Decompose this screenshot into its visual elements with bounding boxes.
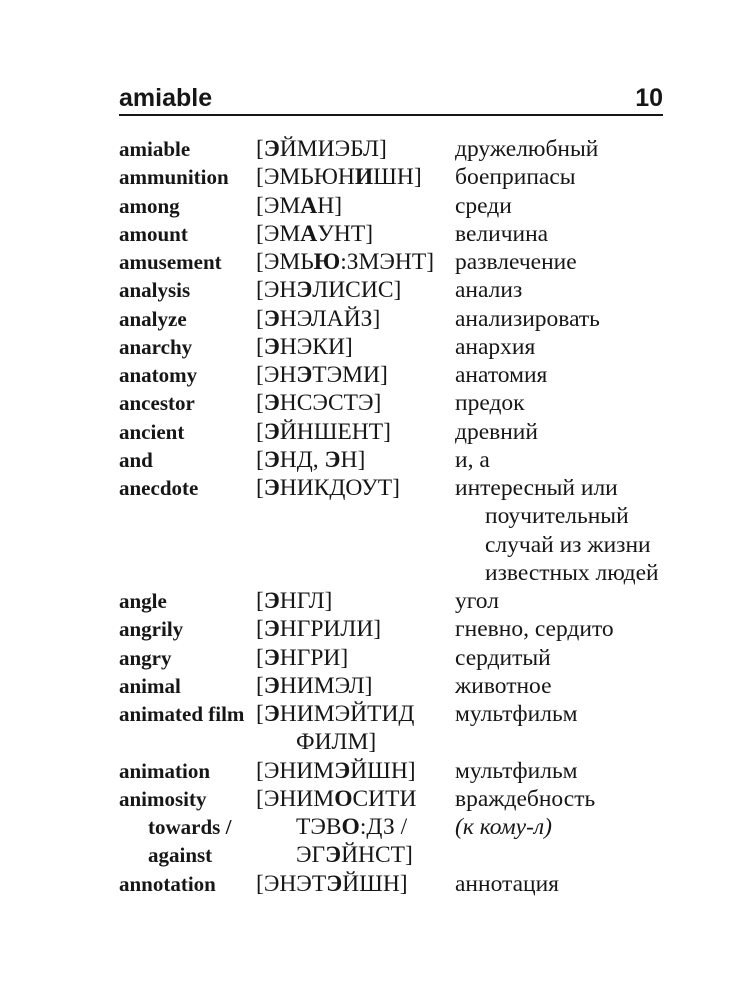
headword-line: among — [119, 193, 180, 218]
transcription-segment: НГРИЛИ] — [279, 616, 382, 643]
transcription-line — [256, 870, 455, 898]
table-row — [119, 163, 663, 191]
stressed-letter: Э — [296, 362, 313, 388]
stressed-letter: И — [354, 164, 374, 191]
transcription-cell — [256, 135, 455, 163]
transcription-line — [256, 644, 455, 672]
transcription-segment: [ЭМ — [256, 220, 301, 247]
transcription-segment: НСЭСТЭ] — [279, 390, 382, 417]
headword-cell — [119, 248, 256, 276]
transcription-cell — [256, 587, 455, 615]
transcription-segment: [ЭНИМ — [256, 785, 335, 812]
table-row — [119, 220, 663, 248]
headword-line: amusement — [119, 250, 222, 274]
headword-cell — [119, 870, 256, 898]
translation-line: дружелюбный — [455, 136, 599, 162]
translation-line: интересный или — [455, 475, 618, 501]
transcription-segment: [ — [256, 136, 264, 162]
transcription-segment: НГРИ] — [279, 644, 349, 671]
headword-cell — [119, 615, 256, 643]
transcription-segment: [ — [256, 333, 264, 360]
transcription-segment: [ЭМЬ — [256, 249, 314, 275]
transcription-segment: Н] — [317, 192, 343, 219]
transcription-cell — [256, 474, 455, 502]
translation-line: анатомия — [455, 362, 548, 388]
transcription-segment: [ — [256, 475, 264, 501]
headword-cell — [119, 700, 256, 728]
stressed-letter: Э — [325, 842, 342, 869]
translation-line: мультфильм — [455, 757, 578, 784]
transcription-segment: ТЭВ — [296, 814, 342, 840]
translation-cell — [455, 192, 663, 220]
transcription-segment: [ — [256, 616, 264, 643]
headword-cell — [119, 276, 256, 304]
transcription-line — [256, 163, 455, 191]
transcription-line — [256, 248, 455, 276]
transcription-segment: :ЗМЭНТ] — [340, 249, 435, 275]
translation-line: древний — [455, 418, 538, 445]
stressed-letter: А — [300, 220, 318, 247]
transcription-segment: НИМЭЛ] — [279, 672, 373, 699]
headword-line: towards / — [148, 815, 232, 839]
transcription-line — [256, 418, 455, 446]
translation-cell — [455, 220, 663, 248]
translation-line: (к кому-л) — [455, 814, 552, 840]
table-row — [119, 389, 663, 417]
transcription-segment: НЭКИ] — [279, 333, 353, 360]
headword-cell — [119, 672, 256, 700]
translation-line: мультфильм — [455, 701, 578, 727]
headword-line: against — [148, 843, 213, 868]
translation-cell — [455, 587, 663, 615]
headword-cell — [119, 333, 256, 361]
transcription-segment: :ДЗ / — [359, 814, 408, 840]
transcription-line — [256, 672, 455, 700]
headword-cell — [119, 220, 256, 248]
headword-line: and — [119, 447, 153, 472]
transcription-segment: [ — [256, 305, 264, 332]
transcription-line — [256, 333, 455, 361]
headword-line: anatomy — [119, 363, 198, 387]
transcription-segment: [ — [256, 418, 264, 445]
headword-line: analyze — [119, 306, 187, 331]
transcription-segment: ЭГ — [296, 842, 326, 869]
stressed-letter: Э — [334, 757, 351, 784]
headword-line: amount — [119, 221, 188, 246]
table-row — [119, 700, 663, 757]
table-row — [119, 361, 663, 389]
transcription-segment: НИКДОУТ] — [279, 475, 400, 501]
transcription-cell — [256, 700, 455, 757]
table-row — [119, 446, 663, 474]
stressed-letter: А — [300, 192, 318, 219]
headword-cell — [119, 474, 256, 502]
headword-cell — [119, 135, 256, 163]
header-page-number: 10 — [635, 84, 663, 112]
headword-cell — [119, 446, 256, 474]
table-row — [119, 418, 663, 446]
translation-cell — [455, 700, 663, 728]
headword-line: angry — [119, 645, 172, 670]
transcription-segment: ШН] — [373, 164, 422, 191]
page-header — [119, 84, 663, 116]
transcription-segment: [ЭН — [256, 277, 297, 304]
translation-line: аннотация — [455, 870, 559, 897]
transcription-cell — [256, 615, 455, 643]
translation-cell — [455, 474, 663, 587]
translation-cell — [455, 870, 663, 898]
translation-cell — [455, 305, 663, 333]
translation-cell — [455, 644, 663, 672]
transcription-cell — [256, 163, 455, 191]
transcription-segment: [ЭН — [256, 362, 297, 388]
transcription-line — [256, 446, 455, 474]
headword-cell — [119, 418, 256, 446]
headword-cell — [119, 785, 256, 870]
transcription-line — [256, 305, 455, 333]
table-row — [119, 248, 663, 276]
translation-line: враждебность — [455, 785, 596, 812]
transcription-segment: ФИЛМ] — [296, 729, 377, 756]
headword-line: amiable — [119, 137, 191, 161]
transcription-segment: [ЭНЭТ — [256, 870, 327, 897]
headword-cell — [119, 389, 256, 417]
stressed-letter: Э — [263, 390, 280, 417]
translation-line: анализ — [455, 277, 523, 304]
transcription-cell — [256, 305, 455, 333]
transcription-line — [256, 276, 455, 304]
transcription-segment: [ — [256, 644, 264, 671]
transcription-segment: ЛИСИС] — [312, 277, 402, 304]
table-row — [119, 135, 663, 163]
table-row — [119, 785, 663, 870]
stressed-letter: Ю — [313, 249, 341, 275]
transcription-line — [256, 841, 455, 869]
translation-cell — [455, 389, 663, 417]
translation-line: боеприпасы — [455, 164, 576, 191]
headword-cell — [119, 163, 256, 191]
headword-line: ancestor — [119, 391, 195, 416]
transcription-segment: НГЛ] — [279, 588, 333, 614]
table-row — [119, 587, 663, 615]
stressed-letter: Э — [263, 446, 280, 473]
headword-cell — [119, 305, 256, 333]
transcription-segment: [ЭМЬЮН — [256, 164, 355, 191]
transcription-segment: СИТИ — [352, 785, 417, 812]
headword-cell — [119, 361, 256, 389]
table-row — [119, 615, 663, 643]
table-row — [119, 870, 663, 898]
stressed-letter: Э — [296, 277, 313, 304]
transcription-segment: [ — [256, 446, 264, 473]
headword-line: animated film — [119, 702, 245, 726]
headword-cell — [119, 192, 256, 220]
translation-cell — [455, 333, 663, 361]
transcription-line — [256, 135, 455, 163]
transcription-line — [256, 474, 455, 502]
stressed-letter: О — [334, 785, 353, 812]
stressed-letter: Э — [263, 305, 280, 332]
table-row — [119, 192, 663, 220]
transcription-segment: [ЭНИМ — [256, 757, 335, 784]
stressed-letter: Э — [263, 333, 280, 360]
translation-cell — [455, 757, 663, 785]
transcription-segment: [ — [256, 390, 264, 417]
translation-line: и, а — [455, 446, 490, 473]
transcription-segment: [ — [256, 588, 264, 614]
translation-line: угол — [455, 588, 499, 614]
headword-cell — [119, 757, 256, 785]
translation-line: среди — [455, 192, 512, 219]
headword-cell — [119, 644, 256, 672]
transcription-segment: [ — [256, 672, 264, 699]
transcription-segment: УНТ] — [317, 220, 374, 247]
translation-cell — [455, 615, 663, 643]
stressed-letter: Э — [263, 418, 280, 445]
transcription-cell — [256, 389, 455, 417]
translation-line: развлечение — [455, 249, 577, 275]
transcription-cell — [256, 418, 455, 446]
stressed-letter: Э — [263, 616, 280, 643]
headword-line: ancient — [119, 419, 185, 444]
transcription-line — [256, 389, 455, 417]
stressed-letter: Э — [263, 475, 280, 501]
translation-line: анархия — [455, 333, 536, 360]
table-row — [119, 672, 663, 700]
transcription-line — [256, 361, 455, 389]
transcription-segment: ЙШН] — [350, 757, 416, 784]
transcription-line — [256, 813, 455, 841]
stressed-letter: Э — [263, 672, 280, 699]
transcription-line — [256, 220, 455, 248]
stressed-letter: Э — [263, 644, 280, 671]
translation-line: предок — [455, 390, 525, 417]
headword-line: annotation — [119, 871, 216, 896]
headword-line: animation — [119, 758, 211, 783]
table-row — [119, 474, 663, 587]
translation-line: известных людей — [485, 559, 659, 586]
translation-line: случай из жизни — [485, 531, 651, 558]
transcription-segment: НИМЭЙТИД — [279, 701, 415, 727]
transcription-cell — [256, 672, 455, 700]
headword-line: animal — [119, 673, 181, 698]
transcription-segment: ЙШН] — [342, 870, 408, 897]
transcription-cell — [256, 192, 455, 220]
transcription-segment: ТЭМИ] — [312, 362, 388, 388]
headword-line: animosity — [119, 786, 207, 811]
transcription-cell — [256, 644, 455, 672]
stressed-letter: Э — [263, 701, 280, 727]
transcription-segment: НД, — [279, 446, 325, 473]
transcription-cell — [256, 785, 455, 870]
translation-cell — [455, 135, 663, 163]
transcription-segment: [ — [256, 701, 264, 727]
translation-cell — [455, 248, 663, 276]
transcription-line — [256, 700, 455, 728]
transcription-cell — [256, 446, 455, 474]
headword-line: angrily — [119, 617, 184, 642]
transcription-line — [256, 615, 455, 643]
table-row — [119, 305, 663, 333]
transcription-cell — [256, 276, 455, 304]
translation-cell — [455, 446, 663, 474]
headword-line: ammunition — [119, 165, 229, 190]
transcription-segment: [ЭМ — [256, 192, 301, 219]
translation-line: гневно, сердито — [455, 616, 614, 643]
transcription-segment: ЙНШЕНТ] — [279, 418, 391, 445]
headword-line: angle — [119, 589, 167, 613]
headword-cell — [119, 587, 256, 615]
header-guide-word: amiable — [119, 84, 213, 112]
stressed-letter: Э — [326, 870, 343, 897]
translation-cell — [455, 418, 663, 446]
headword-line: analysis — [119, 278, 191, 303]
transcription-line — [256, 192, 455, 220]
transcription-cell — [256, 248, 455, 276]
transcription-line — [256, 587, 455, 615]
translation-line: поучительный — [485, 503, 629, 530]
translation-cell — [455, 672, 663, 700]
translation-cell — [455, 163, 663, 191]
translation-line: сердитый — [455, 644, 551, 671]
headword-line: anarchy — [119, 334, 193, 359]
transcription-cell — [256, 870, 455, 898]
stressed-letter: О — [341, 814, 360, 840]
table-row — [119, 333, 663, 361]
transcription-line — [256, 757, 455, 785]
transcription-line — [256, 728, 455, 756]
translation-cell — [455, 785, 663, 842]
transcription-cell — [256, 220, 455, 248]
translation-line: животное — [455, 672, 552, 699]
stressed-letter: Э — [263, 136, 280, 162]
transcription-cell — [256, 361, 455, 389]
headword-line: anecdote — [119, 476, 199, 500]
stressed-letter: Э — [263, 588, 280, 614]
transcription-segment: Н] — [340, 446, 366, 473]
translation-line: величина — [455, 220, 549, 247]
transcription-segment: НЭЛАЙЗ] — [279, 305, 381, 332]
translation-cell — [455, 276, 663, 304]
transcription-cell — [256, 333, 455, 361]
transcription-cell — [256, 757, 455, 785]
table-row — [119, 644, 663, 672]
stressed-letter: Э — [324, 446, 341, 473]
translation-cell — [455, 361, 663, 389]
transcription-segment: ЙМИЭБЛ] — [279, 136, 387, 162]
table-row — [119, 276, 663, 304]
dictionary-table — [119, 135, 663, 898]
translation-line: анализировать — [455, 305, 600, 332]
table-row — [119, 757, 663, 785]
transcription-segment: ЙНСТ] — [341, 842, 413, 869]
transcription-line — [256, 785, 455, 813]
